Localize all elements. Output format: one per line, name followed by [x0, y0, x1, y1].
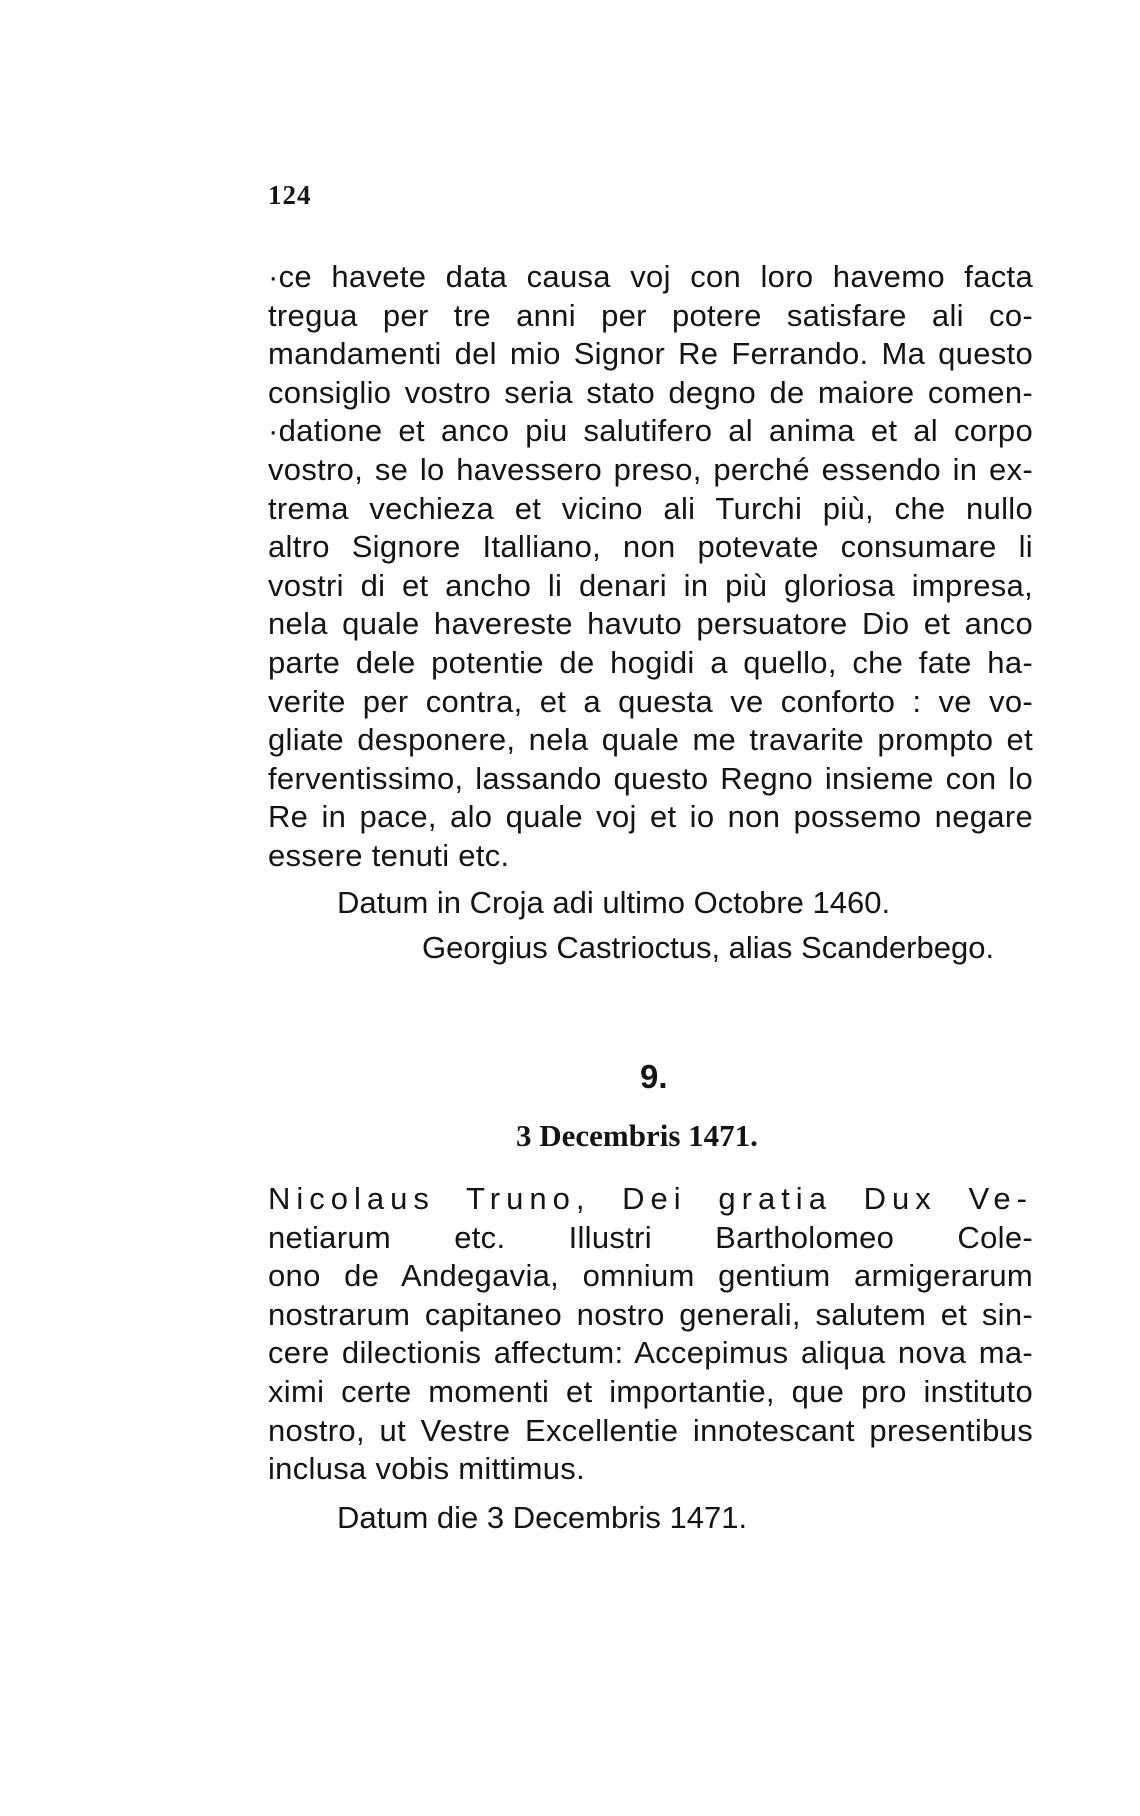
- text-line: inclusa vobis mittimus.: [268, 1451, 585, 1487]
- text-line: cere dilectionis affectum: Accepimus aliqua nova ma-: [268, 1335, 1033, 1371]
- text-line: vostri di et ancho li denari in più gloriosa impresa,: [268, 567, 1033, 603]
- letter-1-body: [268, 258, 1033, 876]
- letter-2-body: [268, 1180, 1033, 1489]
- text-line: altro Signore Italliano, non potevate consumare li: [268, 529, 1033, 565]
- text-line: netiarum etc. Illustri Bartholomeo Cole-: [268, 1219, 1033, 1255]
- letter-1-dateline: Datum in Croja adi ultimo Octobre 1460.: [337, 885, 891, 920]
- text-line: ferventissimo, lassando questo Regno insieme con lo: [268, 760, 1033, 796]
- text-line: essere tenuti etc.: [268, 837, 510, 873]
- text-line: Nicolaus Truno, Dei gratia Dux Ve-: [268, 1181, 1033, 1216]
- text-line: vostro, se lo havessero preso, perché essendo in ex-: [268, 451, 1033, 487]
- text-line: tregua per tre anni per potere satisfare ali co-: [268, 297, 1033, 333]
- text-line: gliate desponere, nela quale me travarite prompto et: [268, 722, 1033, 758]
- letter-2-dateline: Datum die 3 Decembris 1471.: [337, 1500, 748, 1535]
- text-line: mandamenti del mio Signor Re Ferrando. Ma questo: [268, 336, 1033, 372]
- document-number: 9.: [640, 1058, 668, 1095]
- text-line: ·datione et anco piu salutifero al anima et al corpo: [268, 413, 1033, 449]
- text-line: ximi certe momenti et importantie, que pro instituto: [268, 1373, 1033, 1409]
- text-line: ono de Andegavia, omnium gentium armigerarum: [268, 1258, 1033, 1294]
- text-line: nostrarum capitaneo nostro generali, salutem et sin-: [268, 1296, 1033, 1332]
- text-line: parte dele potentie de hogidi a quello, che fate ha-: [268, 644, 1033, 680]
- text-line: verite per contra, et a questa ve conforto : ve vo-: [268, 683, 1033, 719]
- text-line: nostro, ut Vestre Excellentie innotescant presentibus: [268, 1412, 1033, 1448]
- text-line: ·ce havete data causa voj con loro havemo facta: [268, 259, 1033, 294]
- page-number: 124: [268, 180, 312, 210]
- document-heading-date: 3 Decembris 1471.: [516, 1118, 758, 1153]
- text-line: trema vechieza et vicino ali Turchi più, che nullo: [268, 490, 1033, 526]
- letter-1-signature: Georgius Castrioctus, alias Scanderbego.: [422, 930, 995, 965]
- text-line: consiglio vostro seria stato degno de maiore comen-: [268, 374, 1033, 410]
- text-line: Re in pace, alo quale voj et io non possemo negare: [268, 799, 1033, 835]
- text-line: nela quale havereste havuto persuatore Dio et anco: [268, 606, 1033, 642]
